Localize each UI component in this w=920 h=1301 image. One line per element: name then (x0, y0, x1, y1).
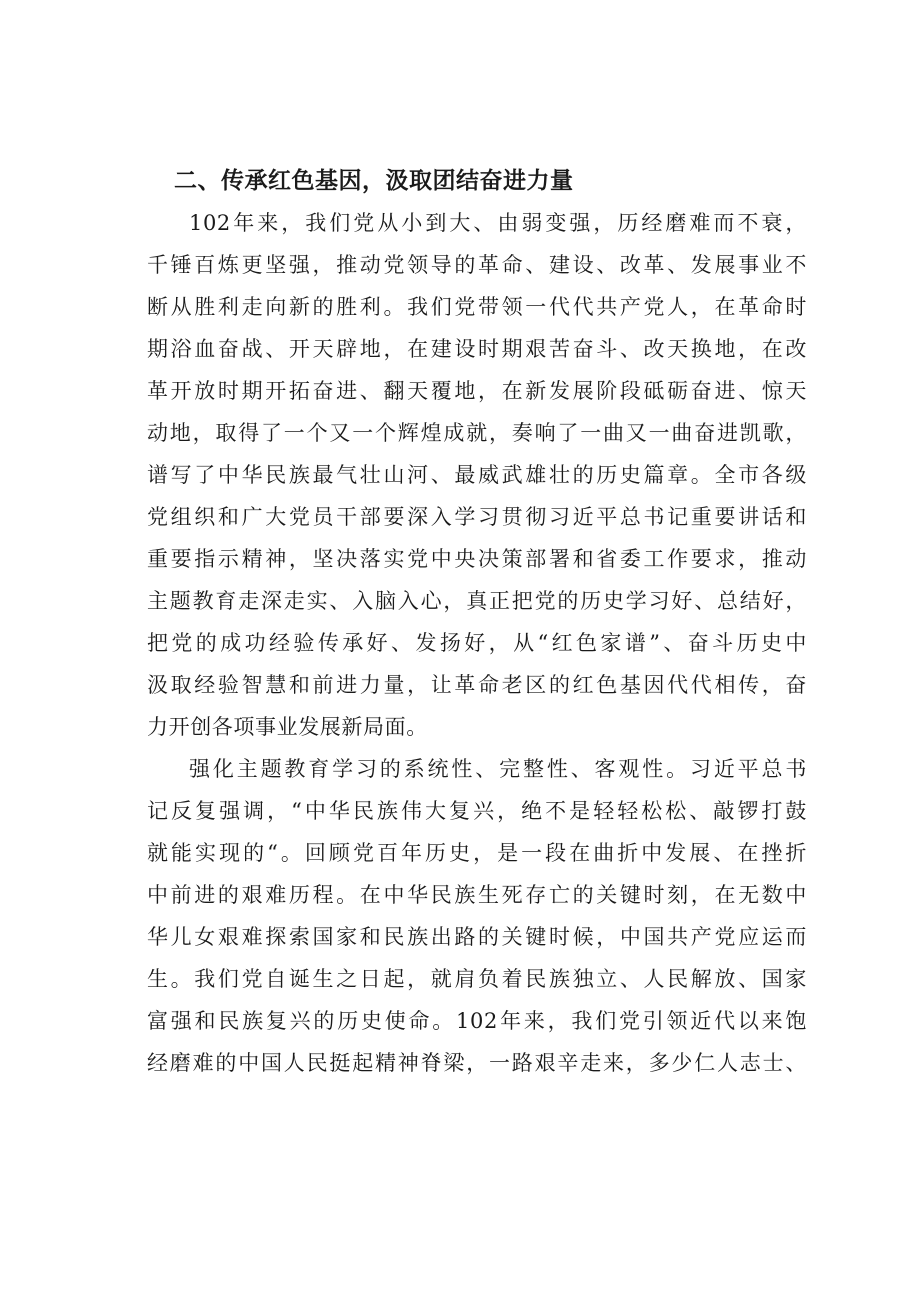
paragraph-line: 就能实现的“。回顾党百年历史，是一段在曲折中发展、在挫折 (147, 841, 807, 865)
paragraph-line: 强化主题教育学习的系统性、完整性、客观性。习近平总书 (189, 757, 807, 781)
paragraph-line: 主题教育走深走实、入脑入心，真正把党的历史学习好、总结好， (147, 589, 807, 613)
paragraph-line: 102年来，我们党从小到大、由弱变强，历经磨难而不衰， (189, 211, 807, 235)
paragraph-line: 谱写了中华民族最气壮山河、最威武雄壮的历史篇章。全市各级 (147, 463, 807, 487)
paragraph-line: 富强和民族复兴的历史使命。102年来，我们党引领近代以来饱 (147, 1009, 807, 1033)
paragraph-line: 生。我们党自诞生之日起，就肩负着民族独立、人民解放、国家 (147, 967, 807, 991)
document-body (147, 160, 807, 1084)
paragraph-line: 千锤百炼更坚强，推动党领导的革命、建设、改革、发展事业不 (147, 253, 807, 277)
paragraph-line: 把党的成功经验传承好、发扬好，从“红色家谱”、奋斗历史中 (147, 631, 807, 655)
paragraph-line: 中前进的艰难历程。在中华民族生死存亡的关键时刻，在无数中 (147, 883, 807, 907)
paragraph-line: 断从胜利走向新的胜利。我们党带领一代代共产党人，在革命时 (147, 295, 807, 319)
paragraph-line: 党组织和广大党员干部要深入学习贯彻习近平总书记重要讲话和 (147, 505, 807, 529)
paragraph-line: 重要指示精神，坚决落实党中央决策部署和省委工作要求，推动 (147, 547, 807, 571)
paragraph-line: 革开放时期开拓奋进、翻天覆地，在新发展阶段砥砺奋进、惊天 (147, 379, 807, 403)
paragraph-line: 汲取经验智慧和前进力量，让革命老区的红色基因代代相传，奋 (147, 673, 807, 697)
paragraph-line: 期浴血奋战、开天辟地，在建设时期艰苦奋斗、改天换地，在改 (147, 337, 807, 361)
paragraph-line: 经磨难的中国人民挺起精神脊梁，一路艰辛走来，多少仁人志士、 (147, 1051, 807, 1075)
paragraph-line: 华儿女艰难探索国家和民族出路的关键时候，中国共产党应运而 (147, 925, 807, 949)
paragraph-line: 记反复强调，“中华民族伟大复兴，绝不是轻轻松松、敲锣打鼓 (147, 799, 807, 823)
paragraph-line: 力开创各项事业发展新局面。 (147, 715, 428, 739)
section-heading: 二、传承红色基因，汲取团结奋进力量 (174, 168, 574, 194)
paragraph-2 (147, 748, 807, 1084)
paragraph-line: 动地，取得了一个又一个辉煌成就，奏响了一曲又一曲奋进凯歌， (147, 421, 807, 445)
paragraph-1 (147, 202, 807, 748)
